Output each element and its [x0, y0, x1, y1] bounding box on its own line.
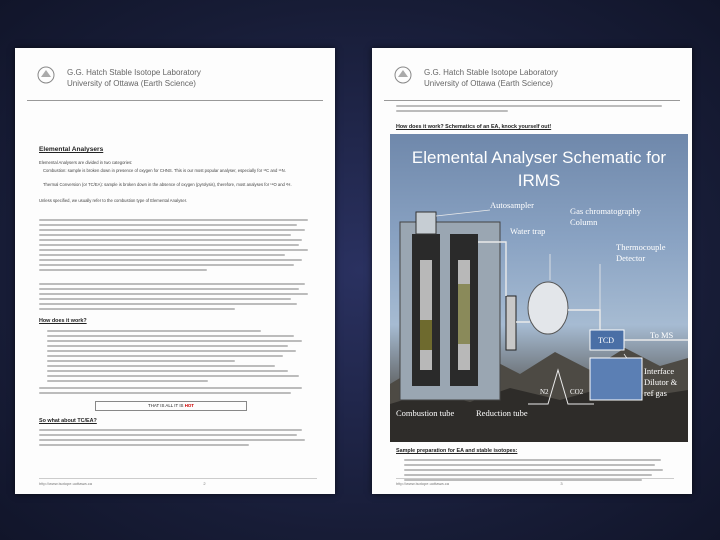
label-tcd: TCD: [598, 336, 614, 345]
schematic-title-line2: IRMS: [517, 171, 561, 190]
label-combustion-tube: Combustion tube: [396, 408, 455, 418]
bullet-thermal-conversion: Thermal Conversion (or TC/EA): sample is broken down in the absence of oxygen (pyrolysis), therefore, most analyses for ¹⁸O and ²H.: [43, 182, 292, 187]
label-interface: Interface Dilutor & ref gas: [644, 366, 678, 398]
top-paragraph: [396, 102, 676, 115]
label-water-trap: Water trap: [510, 226, 546, 236]
label-autosampler: Autosampler: [490, 200, 534, 210]
label-to-ms: To MS: [650, 330, 674, 340]
body-paragraph-1: [39, 216, 319, 274]
university-name: University of Ottawa (Earth Science): [424, 79, 553, 88]
how-does-it-work-heading: How does it work?: [39, 318, 87, 324]
lab-logo-icon: [37, 66, 55, 84]
footer-url: http://www.isotope.uottawa.ca: [39, 481, 92, 486]
label-gc-column: Gas chromatography Column: [570, 206, 642, 227]
label-n2-peak: N2: [540, 388, 549, 396]
lab-logo-icon: [394, 66, 412, 84]
page-header: [384, 62, 680, 106]
lab-name: G.G. Hatch Stable Isotope Laboratory: [67, 68, 201, 77]
body-paragraph-4: [39, 426, 319, 449]
page-header: [27, 62, 323, 106]
document-page-left: [15, 48, 335, 494]
page-number: 2: [203, 481, 206, 486]
lab-name: G.G. Hatch Stable Isotope Laboratory: [424, 68, 558, 77]
schematic-heading: How does it work? Schematics of an EA, knock yourself out!: [396, 124, 552, 130]
tc-ea-heading: So what about TC/EA?: [39, 418, 97, 424]
label-co2-peak: CO2: [570, 388, 584, 396]
bullet-combustion: Combustion: sample is broken down in presence of oxygen for CHNS. This is our most popular analyser, especially for ¹³C and ¹⁵N.: [43, 168, 286, 173]
intro-text: Elemental Analysers are divided in two categories:: [39, 160, 133, 165]
page-number: 3: [560, 481, 563, 486]
body-paragraph-2: [39, 280, 319, 313]
label-thermocouple-detector: Thermocouple Detector: [616, 242, 666, 263]
procedure-list: [47, 327, 315, 385]
body-paragraph-3: [39, 384, 319, 397]
note-highlight: HOT: [184, 403, 194, 408]
label-reduction-tube: Reduction tube: [476, 408, 528, 418]
university-name: University of Ottawa (Earth Science): [67, 79, 196, 88]
intro-end-text: Unless specified, we usually refer to the combustion type of Elemental Analyser.: [39, 198, 188, 203]
note-box: THAT IS ALL IT IS HOT: [95, 401, 247, 411]
ea-schematic-diagram: [390, 134, 688, 442]
footer-url: http://www.isotope.uottawa.ca: [396, 481, 449, 486]
sample-prep-heading: Sample preparation for EA and stable isotopes:: [396, 448, 518, 454]
schematic-title-line1: Elemental Analyser Schematic for: [411, 148, 667, 167]
page-title: Elemental Analysers: [39, 146, 104, 153]
document-page-right: [372, 48, 692, 494]
page-footer: [396, 478, 674, 486]
page-footer: [39, 478, 317, 486]
